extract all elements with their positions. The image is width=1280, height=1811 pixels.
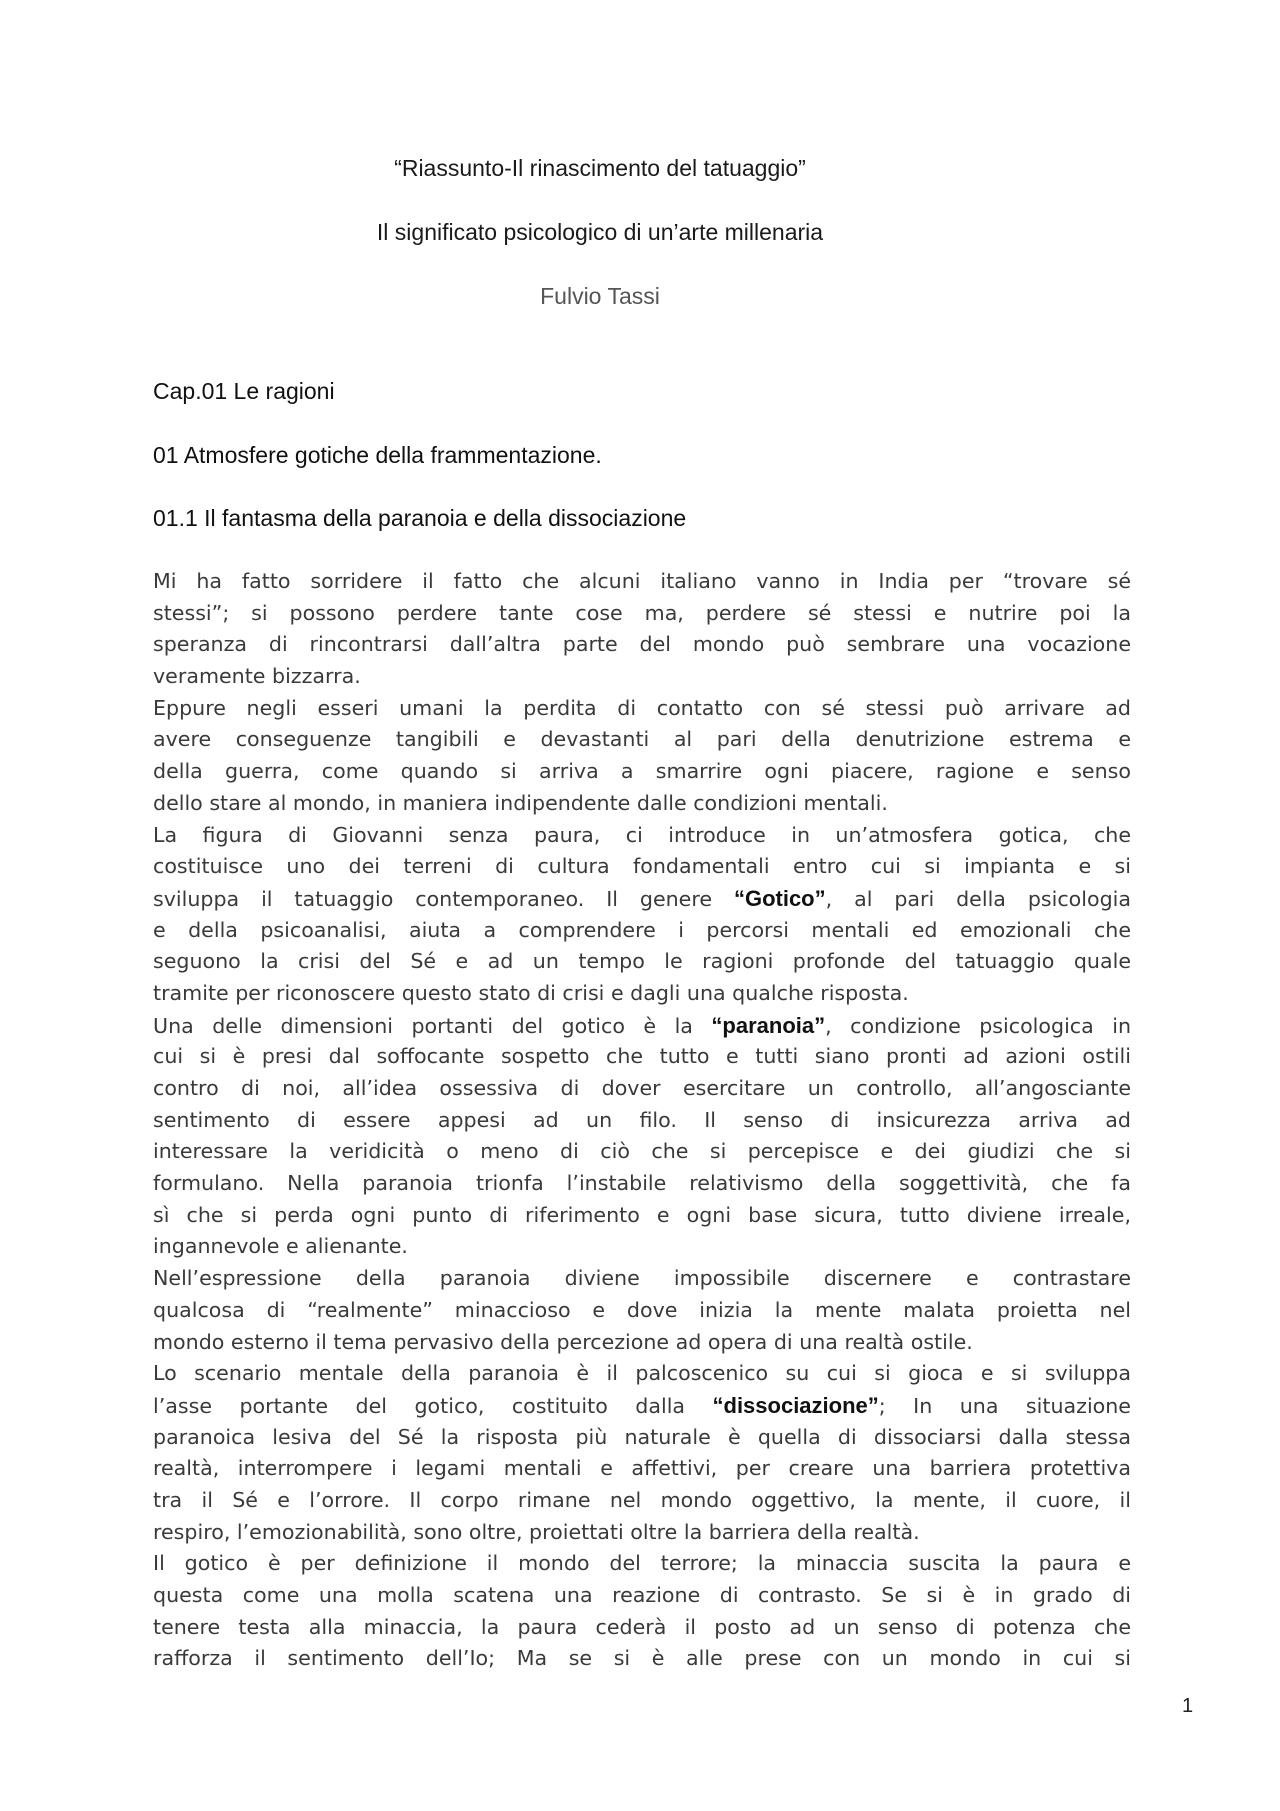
text-line [153,1358,1131,1390]
page-number: 1 [1182,1695,1194,1717]
text-segment: Una delle dimensioni portanti del gotico è la [153,1013,712,1038]
text-line [153,1485,1131,1517]
text-line [153,1105,1131,1137]
text-line [153,693,1131,725]
text-line [153,946,1131,978]
text-segment: mondo esterno il tema pervasivo della percezione ad opera di una realtà ostile. [153,1329,973,1354]
text-line [153,820,1131,852]
text-segment: stessi”; si possono perdere tante cose ma, perdere sé stessi e nutrire poi la [153,600,1131,625]
text-segment: tenere testa alla minaccia, la paura cederà il posto ad un senso di potenza che [153,1614,1131,1639]
text-line [153,1231,1131,1263]
text-segment: interessare la veridicità o meno di ciò che si percepisce e dei giudizi che si [153,1139,1131,1164]
text-segment: Eppure negli esseri umani la perdita di contatto con sé stessi può arrivare ad [153,695,1131,720]
text-line [153,1295,1131,1327]
text-line [153,1200,1131,1232]
text-line [153,1612,1131,1644]
text-line [153,566,1131,598]
text-segment: ; In una situazione [878,1393,1131,1418]
text-line [153,978,1131,1010]
text-line [153,598,1131,630]
text-segment: l’asse portante del gotico, costituito dalla [153,1393,713,1418]
text-segment: sentimento di essere appesi ad un filo. Il senso di insicurezza arriva ad [153,1107,1131,1132]
text-segment: costituisce uno dei terreni di cultura fondamentali entro cui si impianta e si [153,854,1131,879]
text-line [153,1327,1131,1359]
text-segment: , al pari della psicologia [825,886,1131,911]
text-segment: rafforza il sentimento dell’Io; Ma se si è alle prese con un mondo in cui si [153,1646,1131,1671]
text-segment: tramite per riconoscere questo stato di crisi e dagli una qualche risposta. [153,980,909,1005]
text-line [153,756,1131,788]
text-segment: contro di noi, all’idea ossessiva di dover esercitare un controllo, all’angosciante [153,1076,1131,1100]
text-line [153,883,1131,915]
text-line [153,851,1131,883]
text-segment: dello stare al mondo, in maniera indipendente dalle condizioni mentali. [153,790,888,815]
text-line [153,1390,1131,1422]
text-line [153,1422,1131,1454]
body-text [153,566,1131,1675]
text-segment: qualcosa di “realmente” minaccioso e dove inizia la mente malata proietta nel [153,1297,1131,1322]
text-line [153,1453,1131,1485]
text-line [153,915,1131,947]
text-segment: e della psicoanalisi, aiuta a comprendere i percorsi mentali ed emozionali che [153,917,1131,942]
document-subtitle: Il significato psicologico di un’arte millenaria [376,219,824,245]
text-segment: speranza di rincontrarsi dall’altra parte del mondo può sembrare una vocazione [153,632,1131,657]
text-segment: Mi ha fatto sorridere il fatto che alcuni italiano vanno in India per “trovare sé [153,569,1131,593]
text-line [153,1010,1131,1042]
subsection-heading: 01.1 Il fantasma della paranoia e della dissociazione [153,505,687,531]
text-segment: , condizione psicologica in [825,1013,1131,1038]
text-segment: Il gotico è per definizione il mondo del terrore; la minaccia suscita la paura e [153,1551,1131,1576]
text-line [153,1263,1131,1295]
text-segment: sviluppa il tatuaggio contemporaneo. Il genere [153,886,734,911]
text-segment: formulano. Nella paranoia trionfa l’instabile relativismo della soggettività, che fa [153,1171,1131,1196]
text-segment: realtà, interrompere i legami mentali e affettivi, per creare una barriera protettiva [153,1456,1131,1481]
text-segment: respiro, l’emozionabilità, sono oltre, proiettati oltre la barriera della realtà. [153,1519,920,1544]
text-segment: cui si è presi dal soffocante sospetto che tutto e tutti siano pronti ad azioni ostili [153,1044,1131,1069]
text-line [153,1548,1131,1580]
chapter-heading: Cap.01 Le ragioni [153,378,335,404]
text-line [153,1580,1131,1612]
text-segment: questa come una molla scatena una reazione di contrasto. Se si è in grado di [153,1583,1131,1607]
text-segment: della guerra, come quando si arriva a smarrire ogni piacere, ragione e senso [153,759,1131,784]
text-segment: sì che si perda ogni punto di riferimento e ogni base sicura, tutto diviene irreale, [153,1202,1131,1227]
text-line [153,661,1131,693]
text-line [153,1168,1131,1200]
emphasized-term: “Gotico” [733,885,826,911]
document-author: Fulvio Tassi [540,283,660,309]
text-segment: Lo scenario mentale della paranoia è il palcoscenico su cui si gioca e si sviluppa [153,1361,1131,1386]
text-line [153,1073,1131,1105]
document-title: “Riassunto-Il rinascimento del tatuaggio” [394,155,806,181]
text-segment: paranoica lesiva del Sé la risposta più naturale è quella di dissociarsi dalla stessa [153,1424,1131,1449]
section-heading: 01 Atmosfere gotiche della frammentazione. [153,442,602,468]
emphasized-term: “dissociazione” [712,1392,879,1418]
text-line [153,1041,1131,1073]
text-segment: tra il Sé e l’orrore. Il corpo rimane nel mondo oggettivo, la mente, il cuore, il [153,1487,1131,1512]
text-line [153,1517,1131,1549]
text-line [153,1136,1131,1168]
text-line [153,1643,1131,1675]
text-line [153,788,1131,820]
text-segment: ingannevole e alienante. [153,1234,408,1259]
text-segment: veramente bizzarra. [153,664,361,689]
emphasized-term: “paranoia” [711,1012,826,1038]
text-segment: La figura di Giovanni senza paura, ci introduce in un’atmosfera gotica, che [153,822,1131,847]
text-line [153,724,1131,756]
text-segment: Nell’espressione della paranoia diviene impossibile discernere e contrastare [153,1266,1131,1291]
text-line [153,629,1131,661]
text-segment: seguono la crisi del Sé e ad un tempo le ragioni profonde del tatuaggio quale [153,949,1131,974]
text-segment: avere conseguenze tangibili e devastanti al pari della denutrizione estrema e [153,727,1131,752]
